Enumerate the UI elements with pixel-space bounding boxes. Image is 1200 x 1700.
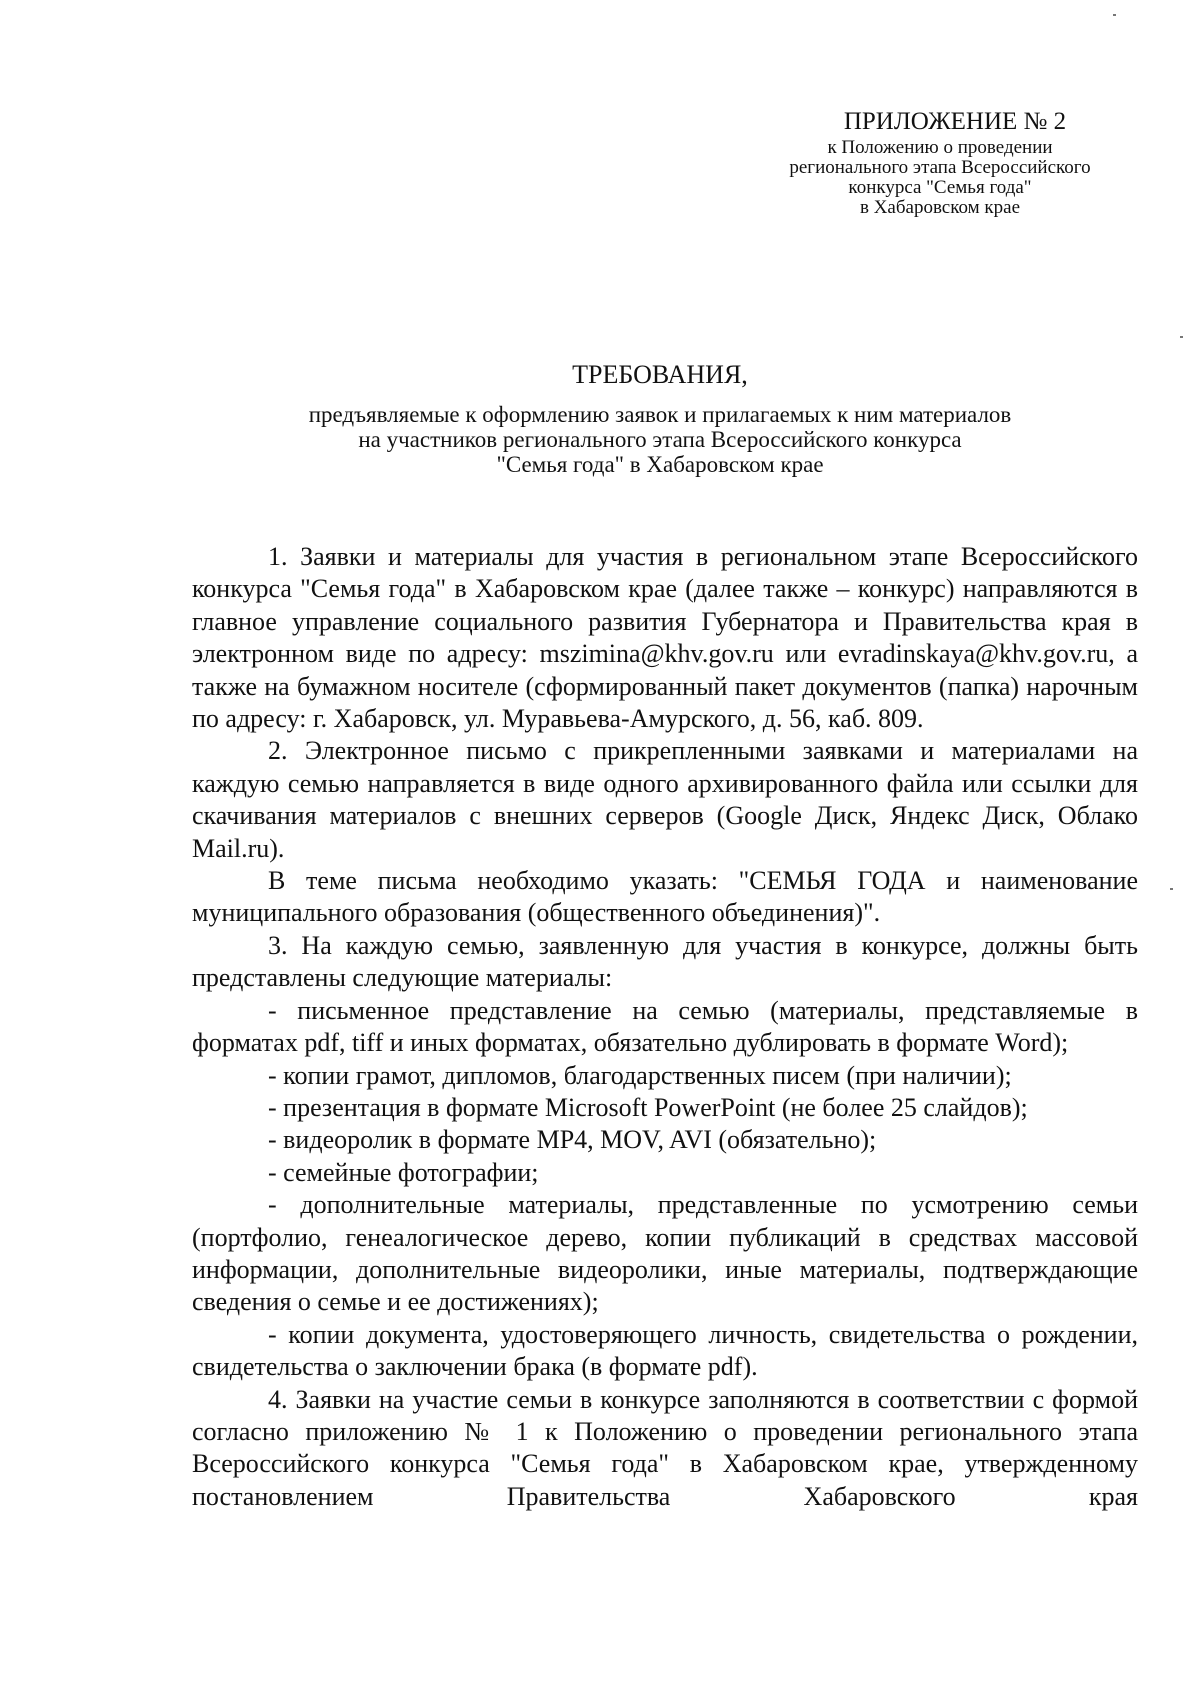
heading-line: "Семья года" в Хабаровском крае <box>496 452 824 477</box>
document-heading <box>180 358 1140 477</box>
list-item: - презентация в формате Microsoft PowerPoint (не более 25 слайдов); <box>268 1092 1028 1122</box>
appendix-line: конкурса "Семья года" <box>848 177 1032 198</box>
paragraph: 4. Заявки на участие семьи в конкурсе заполняются в соответствии с формой согласно приложению № 1 к Положению о проведении регионального этапа Всероссийского конкурса "Семья года" в Хабаровском крае, утвержденному постановлением Правительства Хабаровского края <box>192 1384 1138 1511</box>
appendix-line: к Положению о проведении <box>827 137 1053 158</box>
appendix-line: регионального этапа Всероссийского <box>789 157 1091 178</box>
scan-speck <box>1113 14 1116 16</box>
list-item: - видеоролик в формате MP4, MOV, AVI (обязательно); <box>268 1125 877 1155</box>
list-item: - семейные фотографии; <box>268 1157 539 1187</box>
paragraph: 3. На каждую семью, заявленную для участия в конкурсе, должны быть представлены следующие материалы: <box>192 930 1138 993</box>
appendix-header <box>730 106 1150 218</box>
paragraph: В теме письма необходимо указать: "СЕМЬЯ ГОДА и наименование муниципального образования (общественного объединения)". <box>192 866 1138 928</box>
list-item: - дополнительные материалы, представленные по усмотрению семьи (портфолио, генеалогическое дерево, копии публикаций в средствах массовой информации, дополнительные видеоролики, иные материалы, подтверждающие сведения о семье и ее достижениях); <box>192 1190 1138 1317</box>
list-item: - копии грамот, дипломов, благодарственных писем (при наличии); <box>268 1060 1012 1090</box>
heading-line: предъявляемые к оформлению заявок и прилагаемых к ним материалов <box>308 402 1012 427</box>
appendix-line: в Хабаровском крае <box>859 197 1021 218</box>
heading-title: ТРЕБОВАНИЯ, <box>572 360 748 389</box>
appendix-title: ПРИЛОЖЕНИЕ № 2 <box>843 108 1067 135</box>
paragraph: 2. Электронное письмо с прикрепленными заявками и материалами на каждую семью направляется в виде одного архивированного файла или ссылки для скачивания материалов с внешних серверов (Google Диск, Яндекс Диск, Облако Mail.ru). <box>192 736 1138 863</box>
scan-speck <box>1170 888 1173 890</box>
document-body <box>192 541 1138 1513</box>
heading-line: на участников регионального этапа Всероссийского конкурса <box>358 427 962 452</box>
paragraph: 1. Заявки и материалы для участия в региональном этапе Всероссийского конкурса "Семья года" в Хабаровском крае (далее также – конкурс) направляются в главное управление социального развития Губернатора и Правительства края в электронном виде по адресу: mszimina@khv.gov.ru или evradinskaya@khv.gov.ru, а также на бумажном носителе (сформированный пакет документов (папка) нарочным по адресу: г. Хабаровск, ул. Муравьева-Амурского, д. 56, каб. 809. <box>192 542 1138 734</box>
scan-speck <box>1180 336 1183 338</box>
list-item: - копии документа, удостоверяющего личность, свидетельства о рождении, свидетельства о заключении брака (в формате pdf). <box>192 1319 1138 1382</box>
list-item: - письменное представление на семью (материалы, представляемые в форматах pdf, tiff и иных форматах, обязательно дублировать в формате Word); <box>192 995 1138 1058</box>
